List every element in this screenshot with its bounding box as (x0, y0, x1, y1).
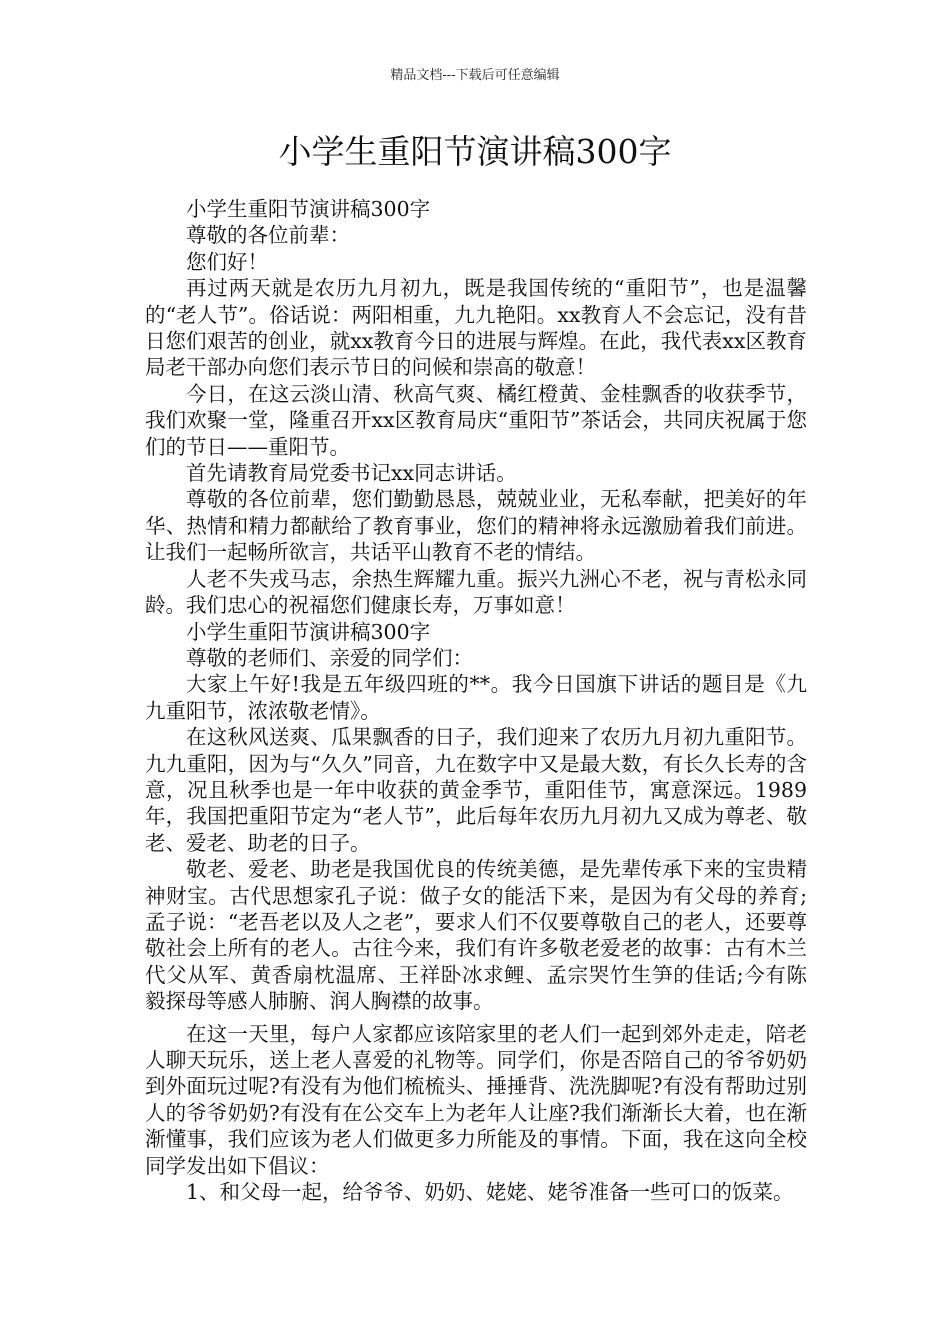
document-title: 小学生重阳节演讲稿300字 (278, 132, 672, 171)
paragraph: 敬老、爱老、助老是我国优良的传统美德，是先辈传承下来的宝贵精神财宝。古代思想家孔子说：做子女的能活下来，是因为有父母的养育;孟子说：“老吾老以及人之老”，要求人们不仅要尊敬自己的老人，还要尊敬社会上所有的老人。古往今来，我们有许多敬老爱老的故事：古有木兰代父从军、黄香扇枕温席、王祥卧冰求鲤、孟宗哭竹生笋的佳话;今有陈毅探母等感人肺腑、润人胸襟的故事。 (145, 857, 807, 1014)
paragraph: 再过两天就是农历九月初九，既是我国传统的“重阳节”，也是温馨的“老人节”。俗话说：两阳相重，九九艳阳。xx教育人不会忘记，没有昔日您们艰苦的创业，就xx教育今日的进展与辉煌。在此，我代表xx区教育局老干部办向您们表示节日的问候和崇高的敬意！ (145, 276, 807, 380)
paragraph: 大家上午好!我是五年级四班的**。我今日国旗下讲话的题目是《九九重阳节，浓浓敬老情》。 (145, 672, 807, 723)
paragraph: 小学生重阳节演讲稿300字 (186, 619, 431, 644)
paragraph: 首先请教育局党委书记xx同志讲话。 (186, 461, 517, 486)
paragraph: 今日，在这云淡山清、秋高气爽、橘红橙黄、金桂飘香的收获季节，我们欢聚一堂，隆重召开xx区教育局庆“重阳节”茶话会，共同庆祝属于您们的节日——重阳节。 (145, 381, 807, 459)
paragraph: 尊敬的各位前辈： (186, 223, 350, 248)
paragraph: 在这一天里，每户人家都应该陪家里的老人们一起到郊外走走，陪老人聊天玩乐，送上老人喜爱的礼物等。同学们，你是否陪自己的爷爷奶奶到外面玩过呢?有没有为他们梳梳头、捶捶背、洗洗脚呢?有没有帮助过别人的爷爷奶奶?有没有在公交车上为老年人让座?我们渐渐长大着，也在渐渐懂事，我们应该为老人们做更多力所能及的事情。下面，我在这向全校同学发出如下倡议： (145, 1021, 807, 1178)
paragraph: 小学生重阳节演讲稿300字 (186, 197, 431, 221)
paragraph: 在这秋风送爽、瓜果飘香的日子，我们迎来了农历九月初九重阳节。九九重阳，因为与“久久”同音，九在数字中又是最大数，有长久长寿的含意，况且秋季也是一年中收获的黄金季节，重阳佳节，寓意深远。1989年，我国把重阳节定为“老人节”，此后每年农历九月初九又成为尊老、敬老、爱老、助老的日子。 (145, 725, 807, 855)
paragraph: 您们好！ (186, 249, 268, 274)
document-body (145, 196, 807, 1205)
paragraph: 尊敬的老师们、亲爱的同学们： (186, 645, 473, 670)
page-header-note: 精品文档---下载后可任意编辑 (390, 68, 560, 83)
paragraph: 尊敬的各位前辈，您们勤勤恳恳，兢兢业业，无私奉献，把美好的年华、热情和精力都献给了教育事业，您们的精神将永远激励着我们前进。让我们一起畅所欲言，共话平山教育不老的情结。 (145, 487, 807, 565)
paragraph: 1、和父母一起，给爷爷、奶奶、姥姥、姥爷准备一些可口的饭菜。 (186, 1180, 794, 1205)
paragraph: 人老不失戎马志，余热生辉耀九重。振兴九洲心不老，祝与青松永同龄。我们忠心的祝福您们健康长寿，万事如意！ (145, 566, 807, 618)
